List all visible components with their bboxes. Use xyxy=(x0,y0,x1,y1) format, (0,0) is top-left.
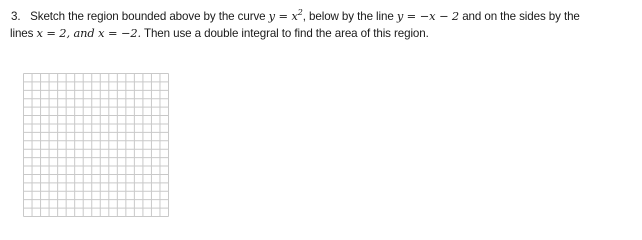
line-equation: y = −x − 2 xyxy=(396,9,460,23)
graph-paper-grid[interactable] xyxy=(23,73,169,217)
problem-number: 3. xyxy=(11,10,21,23)
problem-statement xyxy=(10,8,636,42)
problem-text-part-4: lines xyxy=(10,27,34,40)
problem-line-2 xyxy=(10,25,636,42)
curve-equation-exponent: 2 xyxy=(297,8,303,18)
curve-equation xyxy=(269,9,303,23)
problem-line-1 xyxy=(10,8,636,25)
problem-text-part-3: and on the sides by the xyxy=(462,10,580,23)
problem-text-part-5: Then use a double integral to find the area of this region. xyxy=(143,27,429,40)
problem-text-part-2: , below by the line xyxy=(302,10,394,23)
side-equations: x = 2, and x = −2. xyxy=(36,26,142,40)
curve-equation-base: y = x xyxy=(268,9,298,23)
problem-text-part-1: Sketch the region bounded above by the curve xyxy=(30,10,266,23)
